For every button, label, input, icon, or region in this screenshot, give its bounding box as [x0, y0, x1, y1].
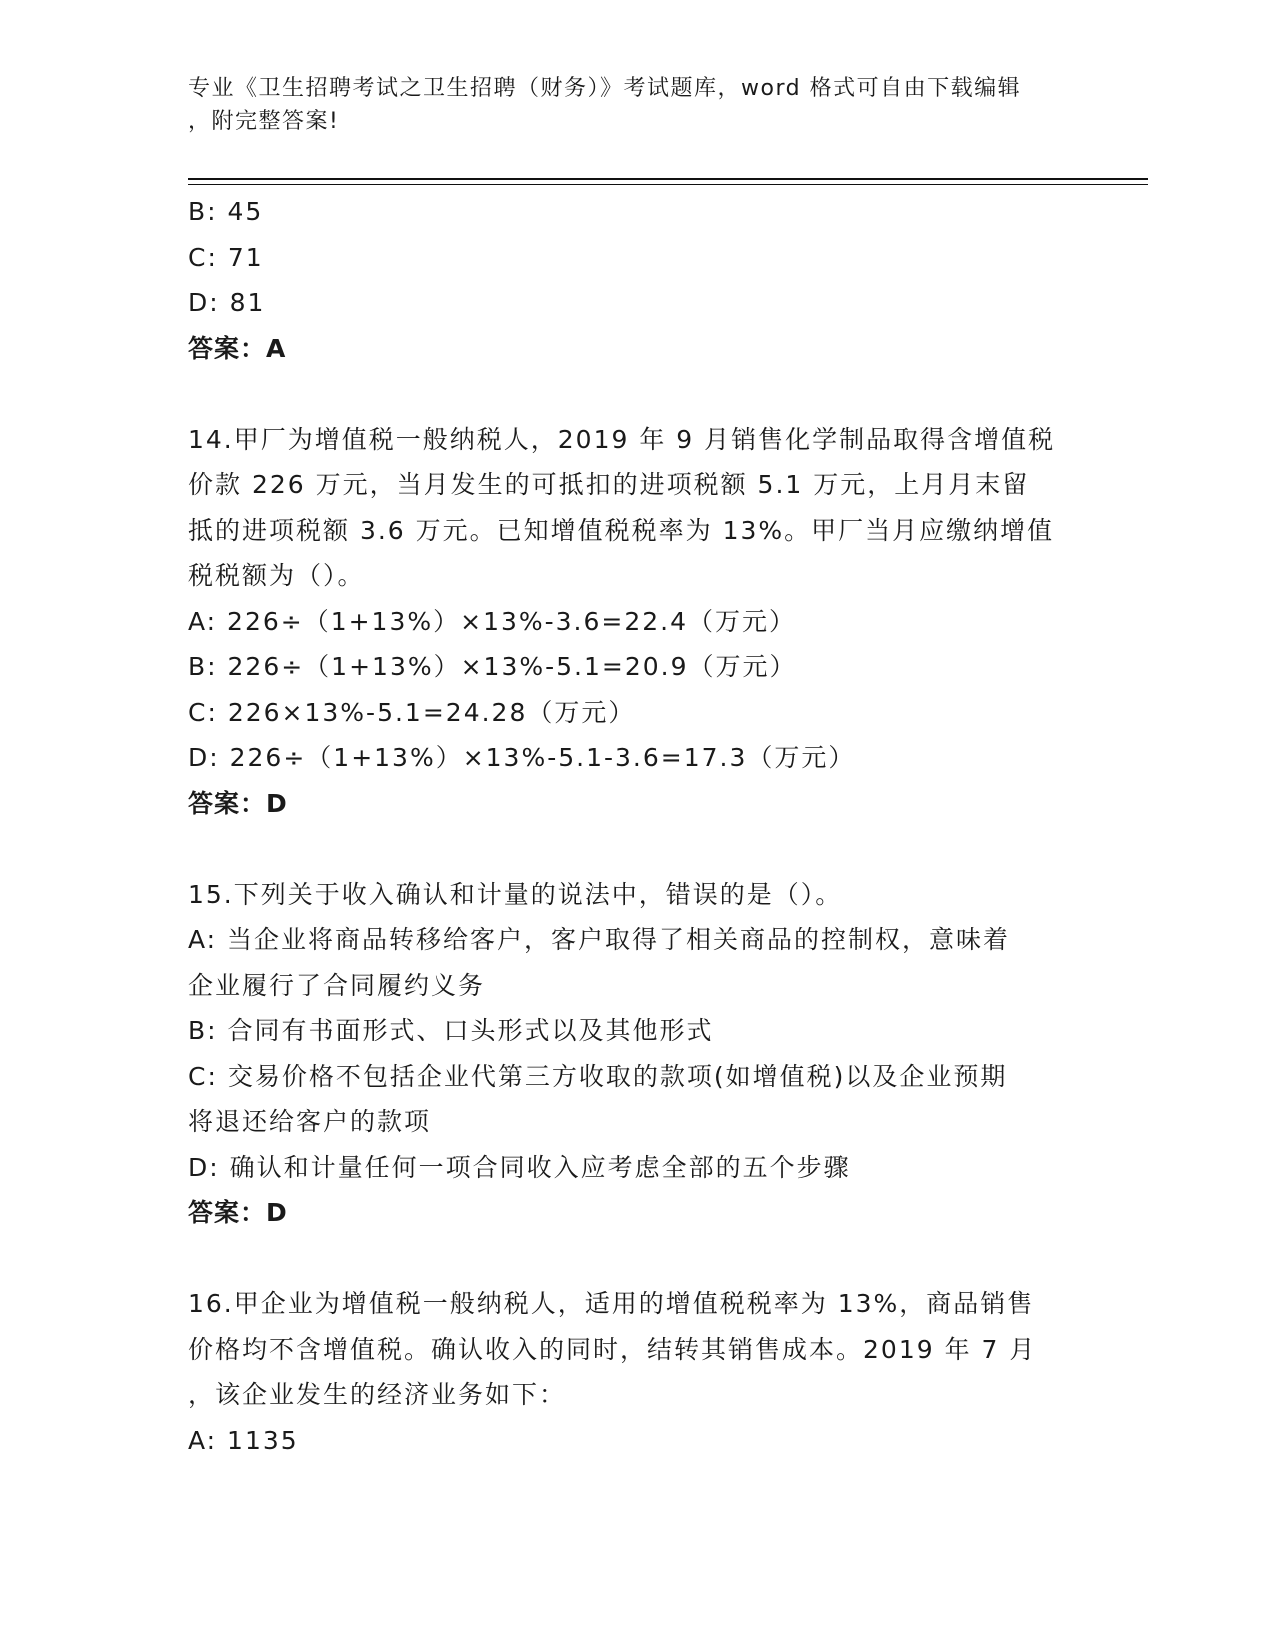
q14-option-c: C: 226×13%-5.1=24.28（万元） — [188, 697, 636, 727]
q14-stem-line-3: 抵的进项税额 3.6 万元。已知增值税税率为 13%。甲厂当月应缴纳增值 — [188, 515, 1055, 545]
header-line-2: ，附完整答案! — [188, 109, 340, 134]
spacer — [188, 1236, 1088, 1282]
header-rule-thin — [188, 184, 1148, 185]
q14-option-b: B: 226÷（1+13%）×13%-5.1=20.9（万元） — [188, 652, 797, 681]
q16-option-a: A: 1135 — [188, 1425, 299, 1455]
question-13-tail — [188, 189, 1088, 371]
q15-stem: 15.下列关于收入确认和计量的说法中，错误的是（）。 — [188, 879, 843, 909]
q14-stem-line-4: 税税额为（）。 — [188, 561, 365, 590]
q15-answer: 答案：D — [188, 1198, 288, 1227]
question-list — [188, 189, 1088, 1463]
q16-stem-line-1: 16.甲企业为增值税一般纳税人，适用的增值税税率为 13%，商品销售 — [188, 1289, 1035, 1318]
q13-option-d: D: 81 — [188, 288, 266, 317]
question-16 — [188, 1281, 1088, 1463]
q15-option-a-line-2: 企业履行了合同履约义务 — [188, 970, 486, 1000]
q15-option-b: B: 合同有书面形式、口头形式以及其他形式 — [188, 1016, 714, 1045]
q16-stem-line-2: 价格均不含增值税。确认收入的同时，结转其销售成本。2019 年 7 月 — [188, 1334, 1037, 1364]
q15-option-d: D: 确认和计量任何一项合同收入应考虑全部的五个步骤 — [188, 1152, 851, 1182]
header-rule-thick — [188, 178, 1148, 180]
q14-stem-line-2: 价款 226 万元，当月发生的可抵扣的进项税额 5.1 万元，上月月末留 — [188, 470, 1030, 499]
q13-option-b: B: 45 — [188, 197, 264, 226]
header-line-1: 专业《卫生招聘考试之卫生招聘（财务）》考试题库，word 格式可自由下载编辑 — [188, 76, 1022, 101]
question-14 — [188, 417, 1088, 827]
q13-option-c: C: 71 — [188, 242, 264, 272]
q15-option-c-line-1: C: 交易价格不包括企业代第三方收取的款项(如增值税)以及企业预期 — [188, 1061, 1008, 1091]
q16-stem-line-3: ，该企业发生的经济业务如下： — [188, 1380, 567, 1409]
question-15 — [188, 872, 1088, 1236]
q14-option-d: D: 226÷（1+13%）×13%-5.1-3.6=17.3（万元） — [188, 743, 856, 772]
spacer — [188, 371, 1088, 417]
q14-stem-line-1: 14.甲厂为增值税一般纳税人，2019 年 9 月销售化学制品取得含增值税 — [188, 424, 1056, 454]
q14-answer: 答案：D — [188, 788, 288, 818]
spacer — [188, 826, 1088, 872]
q13-answer: 答案：A — [188, 333, 287, 363]
document-header — [188, 72, 1088, 138]
q15-option-a-line-1: A: 当企业将商品转移给客户，客户取得了相关商品的控制权，意味着 — [188, 925, 1011, 954]
q14-option-a: A: 226÷（1+13%）×13%-3.6=22.4（万元） — [188, 606, 797, 636]
q15-option-c-line-2: 将退还给客户的款项 — [188, 1107, 432, 1136]
